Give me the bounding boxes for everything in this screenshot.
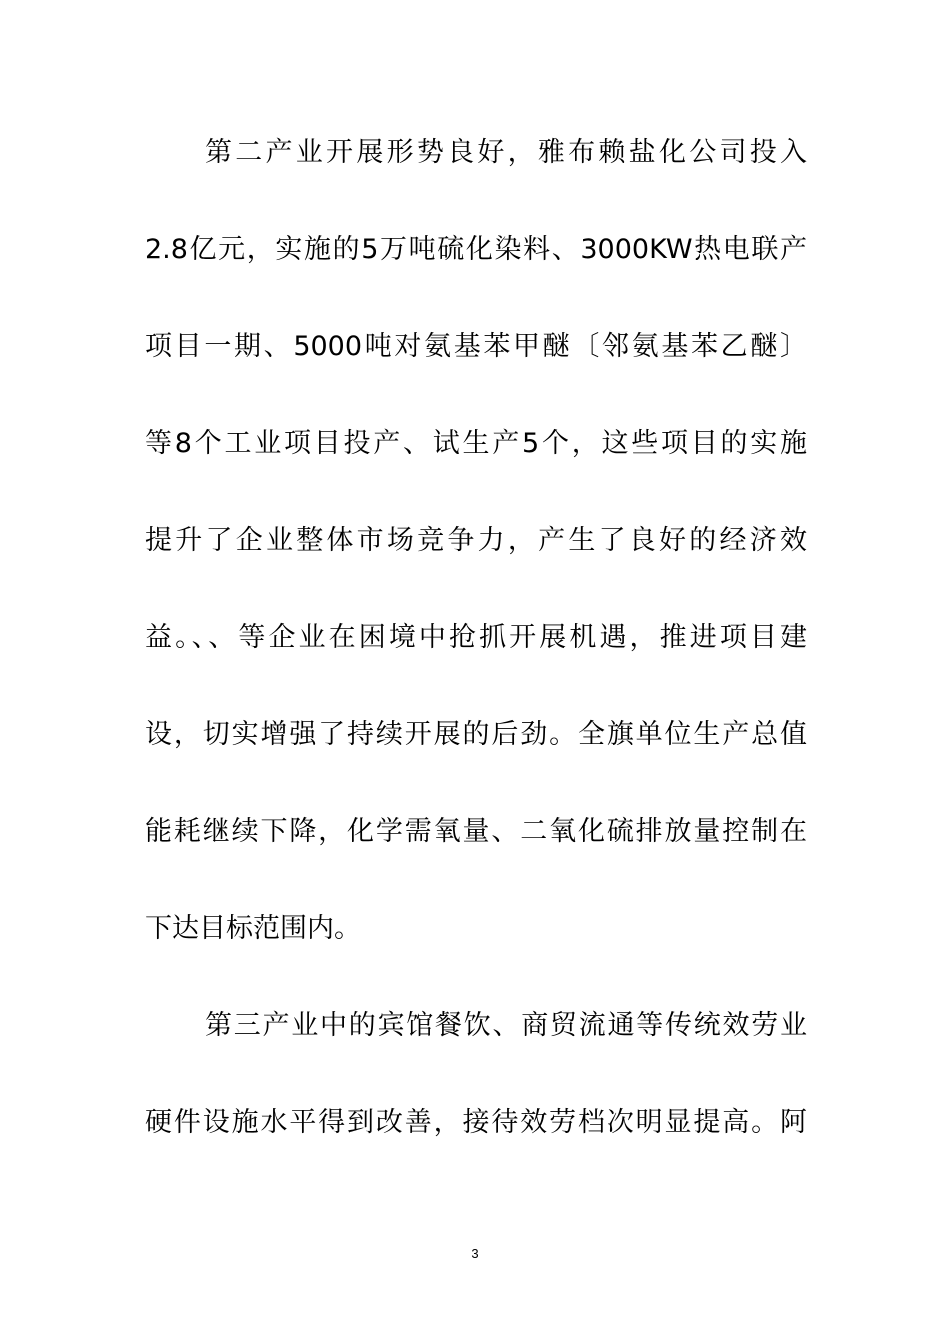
paragraph-line: 2.8亿元，实施的5万吨硫化染料、3000KW热电联产 bbox=[145, 234, 807, 265]
paragraph-line: 项目一期、5000吨对氨基苯甲醚〔邻氨基苯乙醚〕 bbox=[145, 331, 807, 362]
paragraph-line: 第二产业开展形势良好，雅布赖盐化公司投入 bbox=[205, 137, 807, 168]
paragraph-line: 能耗继续下降，化学需氧量、二氧化硫排放量控制在 bbox=[145, 816, 807, 847]
paragraph-line: 第三产业中的宾馆餐饮、商贸流通等传统效劳业 bbox=[205, 1010, 807, 1041]
paragraph-line: 等8个工业项目投产、试生产5个，这些项目的实施 bbox=[145, 428, 807, 459]
paragraph-line: 提升了企业整体市场竞争力，产生了良好的经济效 bbox=[145, 525, 807, 556]
paragraph-line: 下达目标范围内。 bbox=[145, 913, 361, 944]
paragraph-line: 益。、、等企业在困境中抢抓开展机遇，推进项目建 bbox=[145, 622, 807, 653]
paragraph-line: 设，切实增强了持续开展的后劲。全旗单位生产总值 bbox=[145, 719, 807, 750]
page-number: 3 bbox=[471, 1246, 479, 1261]
paragraph-line: 硬件设施水平得到改善，接待效劳档次明显提高。阿 bbox=[145, 1107, 807, 1138]
